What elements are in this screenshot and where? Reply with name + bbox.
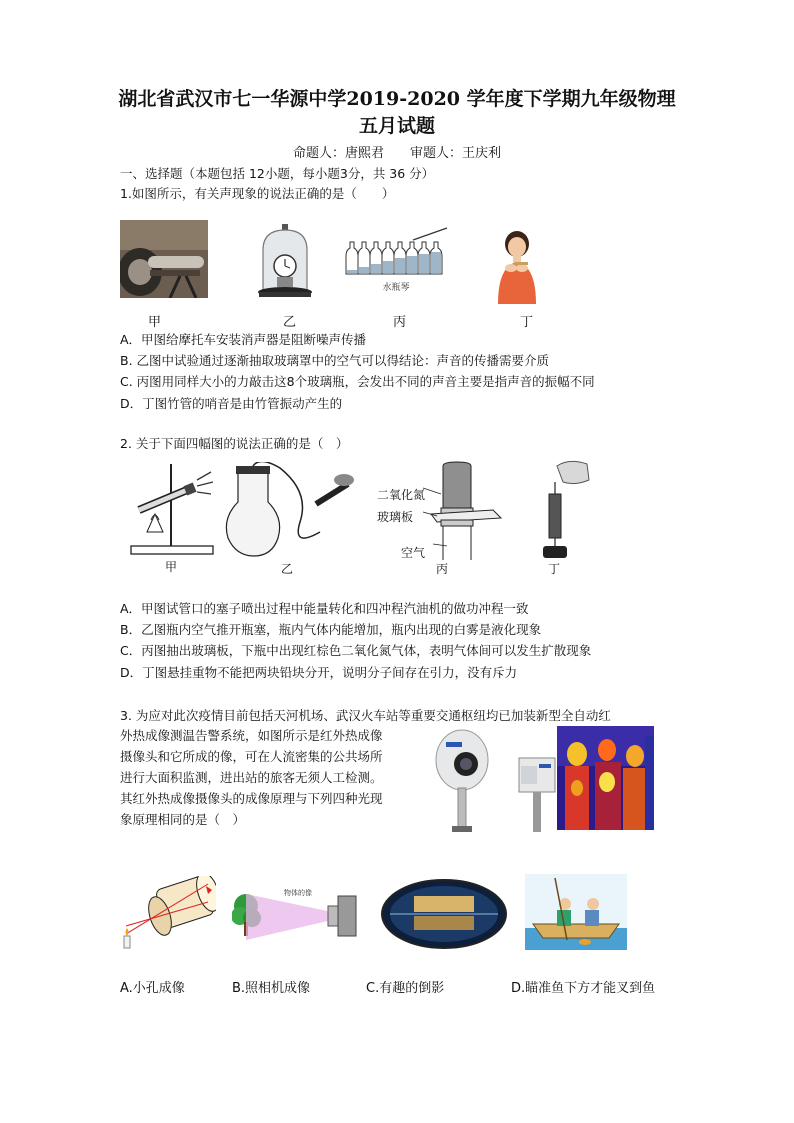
image-of-object-label: 物体的像 xyxy=(284,889,312,897)
test-tube-heating-figure xyxy=(125,460,217,578)
thermal-camera-photo xyxy=(432,726,490,832)
q2-fig-label-ding: 丁 xyxy=(547,562,560,576)
thermal-image-photo xyxy=(557,726,654,830)
camera-imaging-figure xyxy=(232,884,360,948)
q2-option-d: D．丁图悬挂重物不能把两块铅块分开，说明分子间存在引力，没有斥力 xyxy=(120,665,518,680)
q3-option-d: D.瞄准鱼下方才能叉到鱼 xyxy=(511,981,656,996)
q3-stem-line6: 象原理相同的是（ ） xyxy=(120,812,246,827)
flask-air-pump-figure xyxy=(220,462,355,578)
q3-stem-line5: 其红外热成像摄像头的成像原理与下列四种光现 xyxy=(120,791,383,806)
q1-option-d: D．丁图竹管的哨音是由竹管振动产生的 xyxy=(120,396,343,411)
section-heading: 一、选择题（本题包括 12小题，每小题3分，共 36 分） xyxy=(120,166,435,181)
q2-fig-label-jia: 甲 xyxy=(164,560,177,574)
bottle-caption: 水瓶琴 xyxy=(382,283,410,293)
motorcycle-muffler-photo xyxy=(120,220,208,298)
no2-label: 二氧化氮 xyxy=(377,488,426,502)
girl-bamboo-whistle-photo xyxy=(488,228,546,304)
q2-fig-label-bing: 丙 xyxy=(435,562,448,576)
q3-stem-line2: 外热成像测温告警系统，如图所示是红外热成像 xyxy=(120,728,383,743)
lead-blocks-weight-figure xyxy=(533,460,593,578)
q1-stem: 1.如图所示，有关声现象的说法正确的是（ ） xyxy=(120,186,395,201)
exam-title-line2: 五月试题 xyxy=(358,115,435,137)
q2-stem: 2. 关于下面四幅图的说法正确的是（ ） xyxy=(120,436,349,451)
q1-option-c: C. 丙图用同样大小的力敲击这8个玻璃瓶，会发出不同的声音主要是指声音的振幅不同 xyxy=(120,374,595,389)
pinhole-imaging-figure xyxy=(120,876,216,950)
reflection-photo xyxy=(380,878,508,950)
q3-option-c: C.有趣的倒影 xyxy=(366,981,445,996)
q2-option-c: C．丙图抽出玻璃板，下瓶中出现红棕色二氧化氮气体，表明气体间可以发生扩散现象 xyxy=(120,643,592,658)
q1-option-a: A．甲图给摩托车安装消声器是阻断噪声传播 xyxy=(120,332,367,347)
q2-fig-label-yi: 乙 xyxy=(280,562,293,576)
exam-title-line1: 湖北省武汉市七一华源中学2019-2020 学年度下学期九年级物理 xyxy=(118,88,676,110)
author-line: 命题人：唐熙君 审题人：王庆利 xyxy=(292,146,501,161)
thermal-monitor-box-photo xyxy=(517,742,557,832)
q3-stem-line1: 3. 为应对此次疫情目前包括天河机场、武汉火车站等重要交通枢纽均已加装新型全自动红 xyxy=(120,708,611,723)
spear-fishing-figure xyxy=(525,874,627,950)
q1-fig-label-jia: 甲 xyxy=(148,315,162,330)
bell-jar-alarm-clock-figure xyxy=(255,222,315,302)
water-bottle-xylophone-figure xyxy=(343,224,449,296)
q1-fig-label-bing: 丙 xyxy=(393,315,407,330)
q1-fig-label-yi: 乙 xyxy=(283,315,297,330)
q1-option-b: B. 乙图中试验通过逐渐抽取玻璃罩中的空气可以得结论：声音的传播需要介质 xyxy=(120,353,550,368)
q3-stem-line4: 进行大面积监测，进出站的旅客无须人工检测。 xyxy=(120,770,383,785)
q3-option-a: A.小孔成像 xyxy=(120,981,185,996)
gas-diffusion-jars-figure xyxy=(375,460,520,578)
q1-fig-label-ding: 丁 xyxy=(520,315,534,330)
glass-plate-label: 玻璃板 xyxy=(377,510,414,524)
q2-option-a: A．甲图试管口的塞子喷出过程中能量转化和四冲程汽油机的做功冲程一致 xyxy=(120,601,529,616)
air-label: 空气 xyxy=(401,546,426,560)
q3-stem-line3: 摄像头和它所成的像，可在人流密集的公共场所 xyxy=(120,749,383,764)
q2-option-b: B．乙图瓶内空气推开瓶塞，瓶内气体内能增加，瓶内出现的白雾是液化现象 xyxy=(120,622,542,637)
q3-option-b: B.照相机成像 xyxy=(232,981,311,996)
